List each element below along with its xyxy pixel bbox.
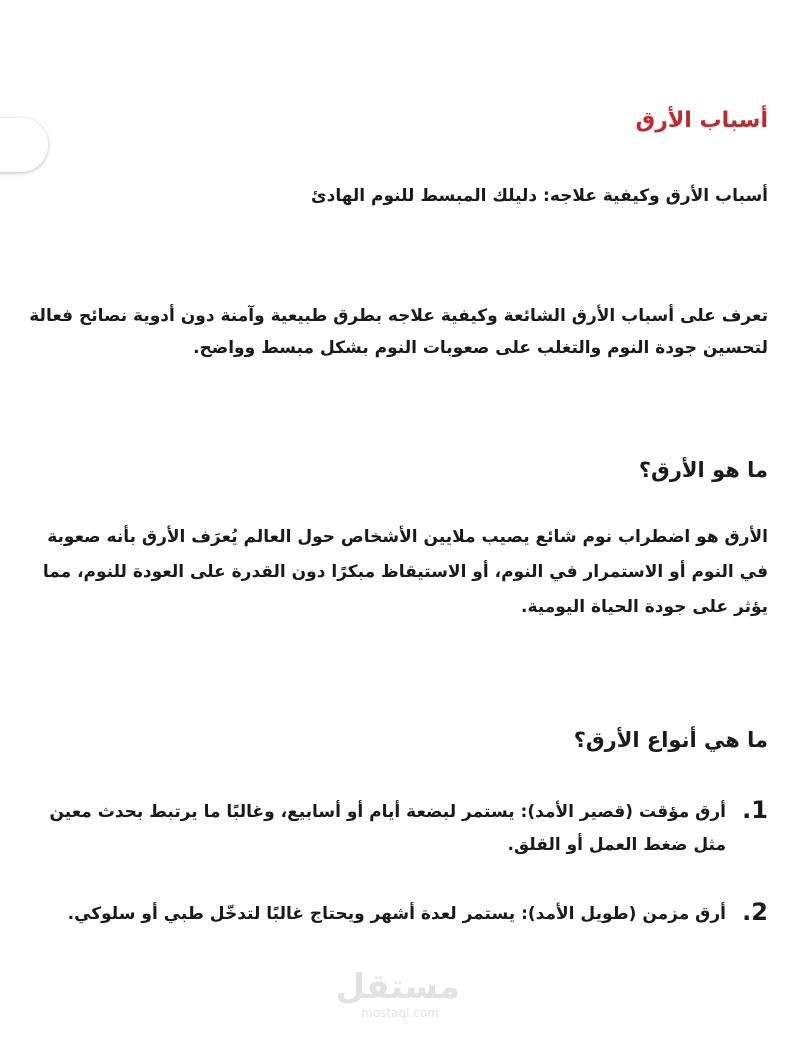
list-item-number: 2. (742, 898, 768, 926)
list-item (28, 796, 768, 862)
article-intro: تعرف على أسباب الأرق الشائعة وكيفية علاجه بطرق طبيعية وآمنة دون أدوية نصائح فعالة لتحسين جودة النوم والتغلب على صعوبات النوم بشكل مبسط وواضح. (29, 306, 768, 358)
list-item-text: أرق مؤقت (قصير الأمد): يستمر لبضعة أيام أو أسابيع، وغالبًا ما يرتبط بحدث معين مثل ضغط العمل أو القلق. (49, 802, 726, 855)
list-item-number: 1. (742, 796, 768, 824)
section-heading-what: ما هو الأرق؟ (638, 458, 768, 482)
article-subtitle: أسباب الأرق وكيفية علاجه: دليلك المبسط للنوم الهادئ (311, 186, 768, 206)
watermark-url: mostaql.com (361, 1006, 439, 1020)
section-heading-types: ما هي أنواع الأرق؟ (573, 728, 768, 752)
definition-paragraph: الأرق هو اضطراب نوم شائع يصيب ملايين الأشخاص حول العالم يُعرَف الأرق بأنه صعوبة في النوم أو الاستمرار في النوم، أو الاستيقاظ مبكرًا دون القدرة على العودة للنوم، مما يؤثر على جودة الحياة اليومية. (42, 527, 768, 617)
article-title: أسباب الأرق (635, 108, 768, 133)
types-list (28, 796, 768, 967)
watermark-logo: مستقل (335, 967, 460, 1007)
list-item (28, 898, 768, 931)
list-item-text: أرق مزمن (طويل الأمد): يستمر لعدة أشهر ويحتاج غالبًا لتدخّل طبي أو سلوكي. (67, 904, 726, 924)
watermark (335, 967, 460, 1020)
